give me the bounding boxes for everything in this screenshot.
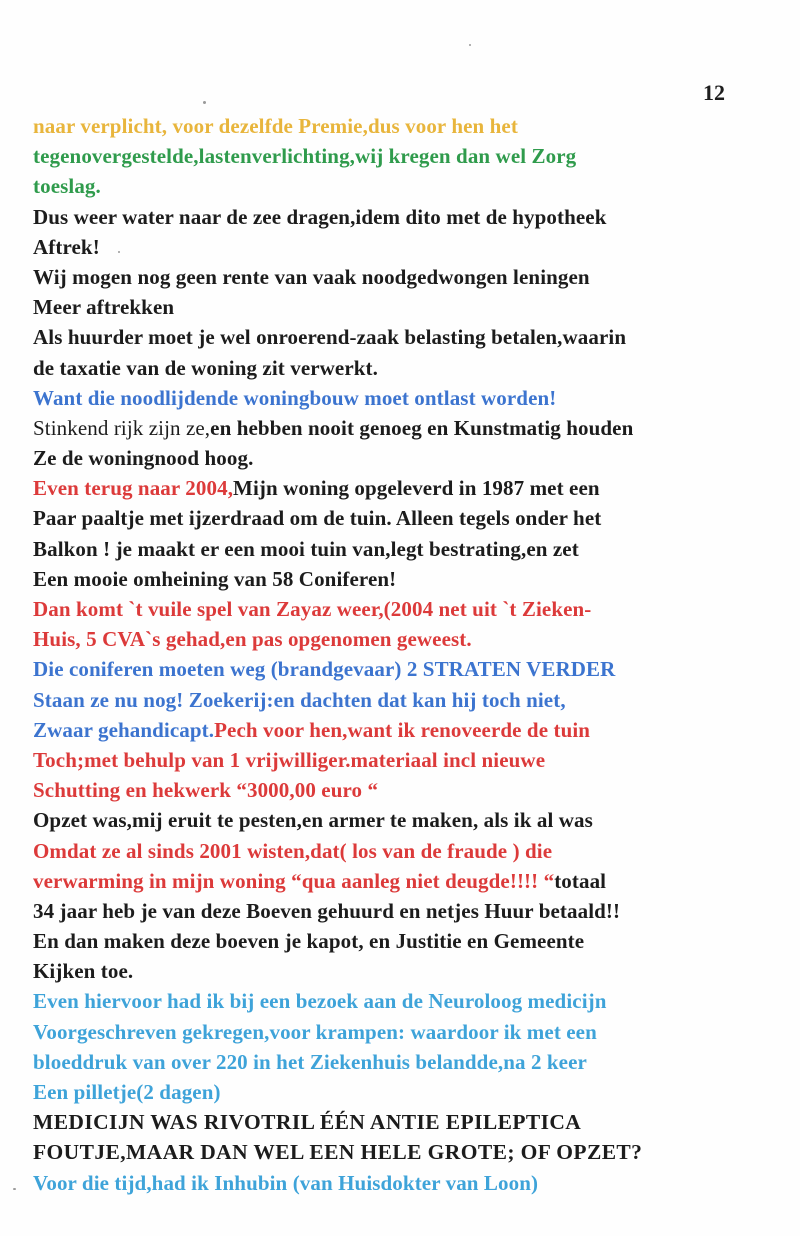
text-line: Wij mogen nog geen rente van vaak noodgedwongen leningen [33, 264, 590, 289]
text-segment-red: verwarming in mijn woning “qua aanleg niet deugde!!!! “ [33, 868, 555, 893]
text-line: Meer aftrekken [33, 295, 175, 320]
text-line: FOUTJE,MAAR DAN WEL EEN HELE GROTE; OF OPZET? [33, 1140, 643, 1165]
scan-speck [203, 101, 206, 104]
text-line: MEDICIJN WAS RIVOTRIL ÉÉN ANTIE EPILEPTICA [33, 1110, 582, 1135]
text-line: Dus weer water naar de zee dragen,idem dito met de hypotheek [33, 204, 607, 229]
text-line: 34 jaar heb je van deze Boeven gehuurd en netjes Huur betaald!! [33, 898, 621, 923]
text-line: Toch;met behulp van 1 vrijwilliger.materiaal incl nieuwe [33, 747, 546, 772]
text-line [33, 413, 793, 443]
text-segment-black: Mijn woning opgeleverd in 1987 met een [233, 476, 600, 501]
text-line: bloeddruk van over 220 in het Ziekenhuis belandde,na 2 keer [33, 1049, 587, 1074]
text-line: Voorgeschreven gekregen,voor krampen: waardoor ik met een [33, 1019, 597, 1044]
text-segment-red: Even terug naar 2004, [33, 476, 234, 501]
text-line: tegenovergestelde,lastenverlichting,wij kregen dan wel Zorg [33, 144, 577, 169]
text-segment-red: Pech voor hen,want ik renoveerde de tuin [214, 717, 591, 742]
text-line: Die coniferen moeten weg (brandgevaar) 2 STRATEN VERDER [33, 657, 616, 682]
letter-body [33, 111, 793, 1198]
text-line: Balkon ! je maakt er een mooi tuin van,legt bestrating,en zet [33, 536, 579, 561]
text-line: Opzet was,mij eruit te pesten,en armer te maken, als ik al was [33, 808, 593, 833]
text-line: Kijken toe. [33, 959, 134, 984]
text-segment-blue: Zwaar gehandicapt. [33, 717, 215, 742]
text-line [33, 473, 793, 503]
text-line: Want die noodlijdende woningbouw moet ontlast worden! [33, 385, 557, 410]
text-line: Even hiervoor had ik bij een bezoek aan de Neuroloog medicijn [33, 989, 607, 1014]
text-line: Dan komt `t vuile spel van Zayaz weer,(2004 net uit `t Zieken- [33, 597, 592, 621]
text-segment-bold: en hebben nooit genoeg en Kunstmatig houden [210, 415, 634, 440]
text-line: Staan ze nu nog! Zoekerij:en dachten dat kan hij toch niet, [33, 687, 566, 712]
text-segment-regular: Stinkend rijk zijn ze, [33, 415, 211, 440]
text-line [33, 715, 793, 745]
text-line: Een pilletje(2 dagen) [33, 1080, 221, 1104]
text-line: Ze de woningnood hoog. [33, 446, 254, 471]
text-line: En dan maken deze boeven je kapot, en Justitie en Gemeente [33, 929, 585, 954]
scan-speck [118, 251, 120, 253]
text-line: Als huurder moet je wel onroerend-zaak belasting betalen,waarin [33, 325, 627, 350]
text-line: naar verplicht, voor dezelfde Premie,dus voor hen het [33, 114, 518, 138]
text-line: Schutting en hekwerk “3000,00 euro “ [33, 778, 379, 803]
text-line: Omdat ze al sinds 2001 wisten,dat( los van de fraude ) die [33, 838, 553, 863]
scan-speck [13, 1188, 16, 1190]
text-line: toeslag. [33, 174, 101, 199]
text-segment-black: totaal [554, 868, 607, 893]
text-line: Aftrek! [33, 234, 100, 259]
text-line [33, 866, 793, 896]
scan-speck [469, 44, 471, 46]
page-number: 12 [703, 80, 725, 105]
text-line: Een mooie omheining van 58 Coniferen! [33, 566, 397, 591]
text-line: Voor die tijd,had ik Inhubin (van Huisdokter van Loon) [33, 1170, 539, 1195]
text-line: Paar paaltje met ijzerdraad om de tuin. Alleen tegels onder het [33, 506, 602, 531]
text-line: de taxatie van de woning zit verwerkt. [33, 355, 378, 380]
text-line: Huis, 5 CVA`s gehad,en pas opgenomen geweest. [33, 627, 472, 652]
